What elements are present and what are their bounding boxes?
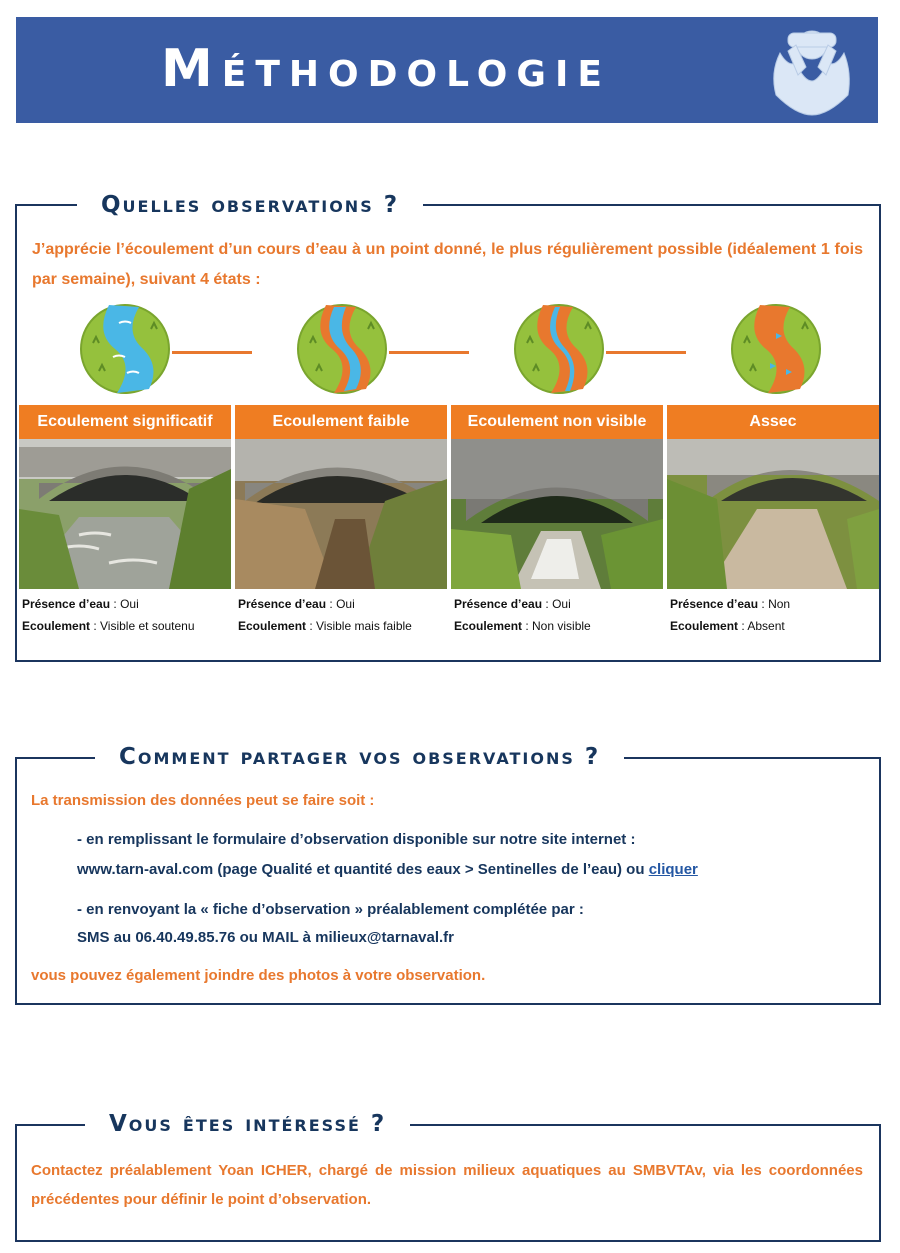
- flow-label: Ecoulement: [22, 619, 91, 633]
- share-intro: La transmission des données peut se faire soit :: [31, 792, 375, 809]
- water-presence-value: : Oui: [542, 597, 571, 611]
- binoculars-person-icon: [766, 23, 856, 119]
- state-card-non-visible: [451, 405, 663, 637]
- flow-value: : Visible mais faible: [306, 619, 412, 633]
- water-presence-label: Présence d’eau: [670, 597, 759, 611]
- state-card-significant: [19, 405, 231, 637]
- non-visible-flow-icon: [513, 303, 605, 395]
- page-title: Méthodologie: [161, 39, 611, 99]
- state-label: Ecoulement faible: [235, 405, 447, 439]
- dry-riverbed-icon: [730, 303, 822, 395]
- state-card-weak: [235, 405, 447, 637]
- interest-section: [15, 1111, 881, 1242]
- state-label: Ecoulement significatif: [19, 405, 231, 439]
- flow-value: : Non visible: [522, 619, 591, 633]
- water-presence-label: Présence d’eau: [238, 597, 327, 611]
- share-option-1-line-2: [77, 854, 698, 885]
- share-heading: Comment partager vos observations ?: [95, 742, 624, 772]
- water-presence-value: : Oui: [110, 597, 139, 611]
- state-label: Ecoulement non visible: [451, 405, 663, 439]
- flow-value: : Absent: [738, 619, 785, 633]
- connector-line: [172, 351, 252, 354]
- river-photo-weak: [235, 439, 447, 589]
- weak-flow-icon: [296, 303, 388, 395]
- river-photo-significant: [19, 439, 231, 589]
- connector-line: [389, 351, 469, 354]
- state-info: [19, 593, 231, 637]
- interest-heading: Vous êtes intéressé ?: [85, 1109, 410, 1139]
- share-option-2-line-2: SMS au 06.40.49.85.76 ou MAIL à milieux@tarnaval.fr: [77, 929, 455, 946]
- share-outro: vous pouvez également joindre des photos à votre observation.: [31, 967, 486, 984]
- river-photo-dry: [667, 439, 879, 589]
- water-presence-value: : Non: [758, 597, 791, 611]
- water-presence-value: : Oui: [326, 597, 355, 611]
- observations-heading: Quelles observations ?: [77, 190, 423, 220]
- state-info: [451, 593, 663, 637]
- flow-label: Ecoulement: [238, 619, 307, 633]
- observations-intro: J’apprécie l’écoulement d’un cours d’eau à un point donné, le plus régulièrement possible (idéalement 1 fois par semaine), suivant 4 états :: [32, 241, 863, 288]
- state-info: [235, 593, 447, 637]
- water-presence-label: Présence d’eau: [22, 597, 111, 611]
- interest-text: Contactez préalablement Yoan ICHER, chargé de mission milieux aquatiques au SMBVTAv, via les coordonnées précédentes pour définir le point d’observation.: [31, 1162, 863, 1208]
- state-card-dry: [667, 405, 879, 637]
- flow-value: : Visible et soutenu: [90, 619, 195, 633]
- water-presence-label: Présence d’eau: [454, 597, 543, 611]
- state-label: Assec: [667, 405, 879, 439]
- state-icon-row: [17, 303, 879, 403]
- river-photo-non-visible: [451, 439, 663, 589]
- share-section: [15, 744, 881, 1005]
- flow-label: Ecoulement: [670, 619, 739, 633]
- flow-label: Ecoulement: [454, 619, 523, 633]
- share-option-1-line-1: - en remplissant le formulaire d’observation disponible sur notre site internet :: [77, 831, 636, 848]
- connector-line: [606, 351, 686, 354]
- header-banner: [16, 17, 878, 123]
- state-info: [667, 593, 879, 637]
- significant-flow-icon: [79, 303, 171, 395]
- observations-section: [15, 192, 881, 662]
- form-link[interactable]: cliquer: [648, 861, 698, 878]
- share-option-2-line-1: - en renvoyant la « fiche d’observation » préalablement complétée par :: [77, 901, 584, 918]
- website-text: www.tarn-aval.com (page Qualité et quantité des eaux > Sentinelles de l’eau) ou: [77, 861, 649, 878]
